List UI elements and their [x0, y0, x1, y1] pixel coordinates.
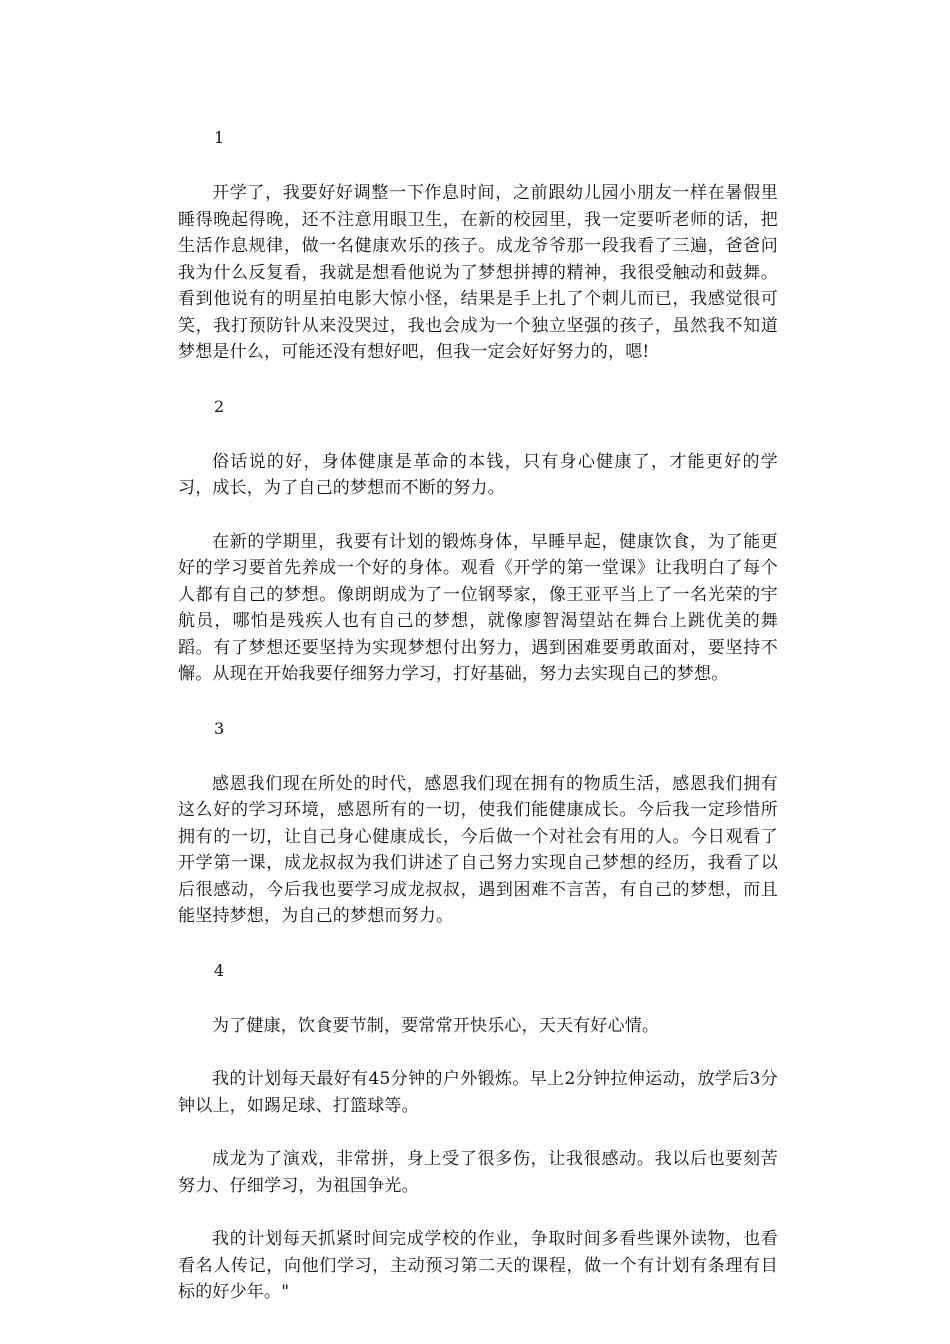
paragraph: 成龙为了演戏，非常拼，身上受了很多伤，让我很感动。我以后也要刻苦努力、仔细学习，为祖国争光。	[178, 1149, 778, 1196]
paragraph: 为了健康，饮食要节制，要常常开快乐心，天天有好心情。	[212, 1015, 660, 1036]
paragraph: 我的计划每天最好有45分钟的户外锻炼。早上2分钟拉伸运动，放学后3分钟以上，如踢足球、打篮球等。	[178, 1069, 778, 1116]
paragraph: 俗话说的好，身体健康是革命的本钱，只有身心健康了，才能更好的学习，成长，为了自己的梦想而不断的努力。	[178, 451, 778, 498]
section-number: 2	[214, 396, 225, 416]
paragraph: 开学了，我要好好调整一下作息时间，之前跟幼儿园小朋友一样在暑假里睡得晚起得晚，还不注意用眼卫生，在新的校园里，我一定要听老师的话，把生活作息规律，做一名健康欢乐的孩子。成龙爷爷那一段我看了三遍，爸爸问我为什么反复看，我就是想看他说为了梦想拼搏的精神，我很受触动和鼓舞。看到他说有的明星拍电影大惊小怪，结果是手上扎了个刺儿而已，我感觉很可笑，我打预防针从来没哭过，我也会成为一个独立坚强的孩子，虽然我不知道梦想是什么，可能还没有想好吧，但我一定会好好努力的，嗯!	[178, 183, 778, 362]
document-body	[178, 124, 778, 1333]
section-number: 1	[214, 128, 225, 147]
paragraph: 我的计划每天抓紧时间完成学校的作业，争取时间多看些课外读物，也看看名人传记，向他们学习，主动预习第二天的课程，做一个有计划有条理有目标的好少年。"	[178, 1229, 778, 1302]
section-number: 4	[214, 960, 225, 980]
paragraph: 感恩我们现在所处的时代，感恩我们现在拥有的物质生活，感恩我们拥有这么好的学习环境，感恩所有的一切，使我们能健康成长。今后我一定珍惜所拥有的一切，让自己身心健康成长，今后做一个对社会有用的人。今日观看了开学第一课，成龙叔叔为我们讲述了自己努力实现自己梦想的经历，我看了以后很感动，今后我也要学习成龙叔叔，遇到困难不言苦，有自己的梦想，而且能坚持梦想，为自己的梦想而努力。	[178, 773, 778, 926]
section-number: 3	[214, 718, 225, 738]
paragraph: 在新的学期里，我要有计划的锻炼身体，早睡早起，健康饮食，为了能更好的学习要首先养成一个好的身体。观看《开学的第一堂课》让我明白了每个人都有自己的梦想。像朗朗成为了一位钢琴家，像王亚平当上了一名光荣的宇航员，哪怕是残疾人也有自己的梦想，就像廖智渴望站在舞台上跳优美的舞蹈。有了梦想还要坚持为实现梦想付出努力，遇到困难要勇敢面对，要坚持不懈。从现在开始我要仔细努力学习，打好基础，努力去实现自己的梦想。	[178, 531, 778, 684]
